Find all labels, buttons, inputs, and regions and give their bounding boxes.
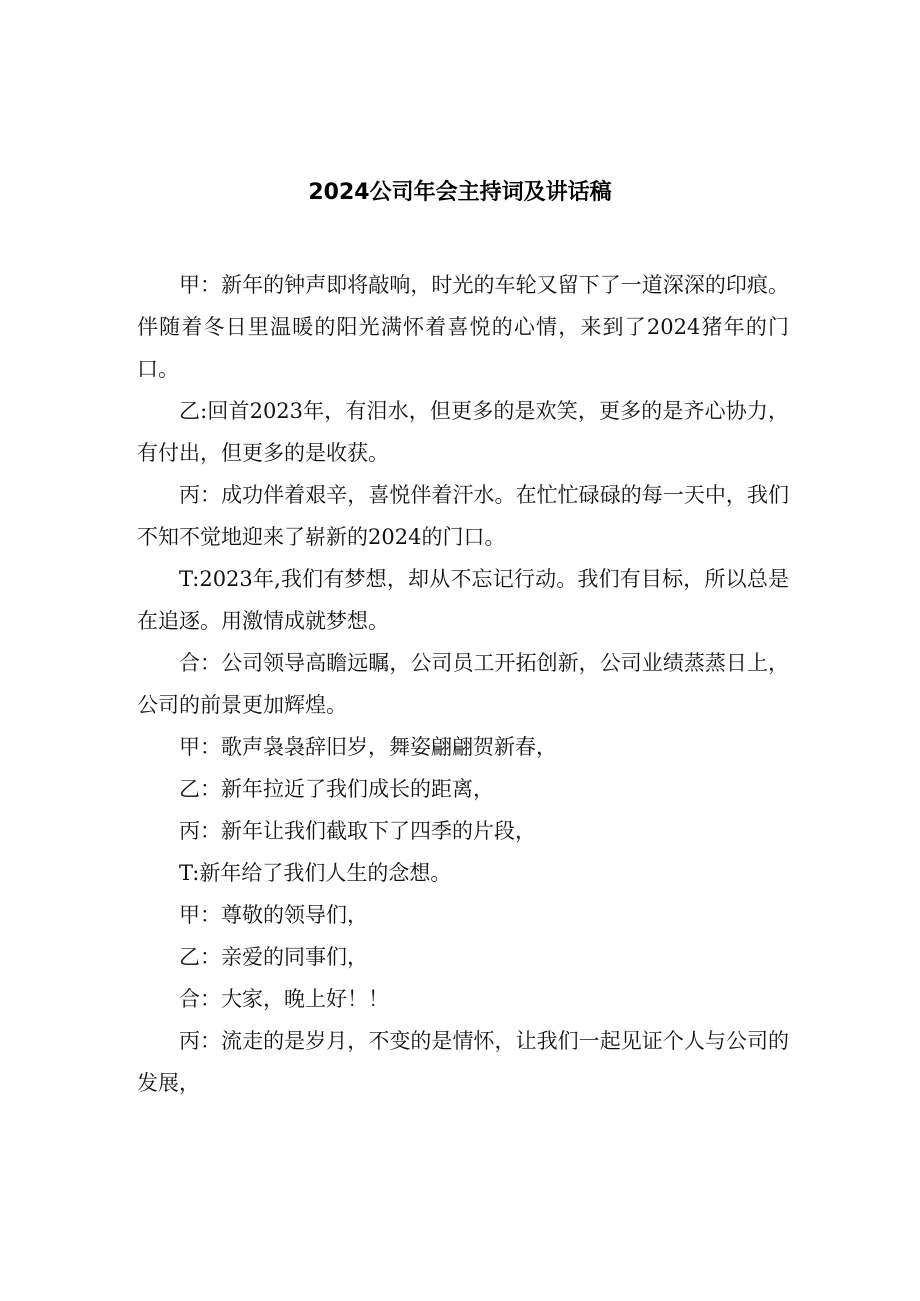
paragraph: 甲：尊敬的领导们，: [179, 903, 368, 927]
paragraph: 丙：新年让我们截取下了四季的片段，: [179, 819, 536, 843]
paragraph: 合：公司领导高瞻远瞩，公司员工开拓创新，公司业绩蒸蒸日上，公司的前景更加辉煌。: [137, 651, 789, 717]
paragraph: T:新年给了我们人生的念想。: [179, 861, 452, 885]
paragraph: 合：大家，晚上好！！: [179, 987, 389, 1011]
paragraph: 乙:回首2023年，有泪水，但更多的是欢笑，更多的是齐心协力，有付出，但更多的是收获。: [137, 399, 789, 465]
paragraph: T:2023年,我们有梦想，却从不忘记行动。我们有目标，所以总是在追逐。用激情成就梦想。: [137, 567, 789, 633]
paragraph: 丙：成功伴着艰辛，喜悦伴着汗水。在忙忙碌碌的每一天中，我们不知不觉地迎来了崭新的2024的门口。: [137, 483, 789, 549]
paragraph: 乙：亲爱的同事们，: [179, 945, 368, 969]
paragraph: 甲：歌声袅袅辞旧岁，舞姿翩翩贺新春，: [179, 735, 557, 759]
document-title: 2024公司年会主持词及讲话稿: [308, 180, 612, 205]
paragraph: 甲：新年的钟声即将敲响，时光的车轮又留下了一道深深的印痕。伴随着冬日里温暖的阳光满怀着喜悦的心情，来到了2024猪年的门口。: [137, 273, 789, 381]
document-body: [137, 264, 789, 1104]
paragraph: 丙：流走的是岁月，不变的是情怀，让我们一起见证个人与公司的发展，: [137, 1029, 789, 1095]
paragraph: 乙：新年拉近了我们成长的距离，: [179, 777, 494, 801]
